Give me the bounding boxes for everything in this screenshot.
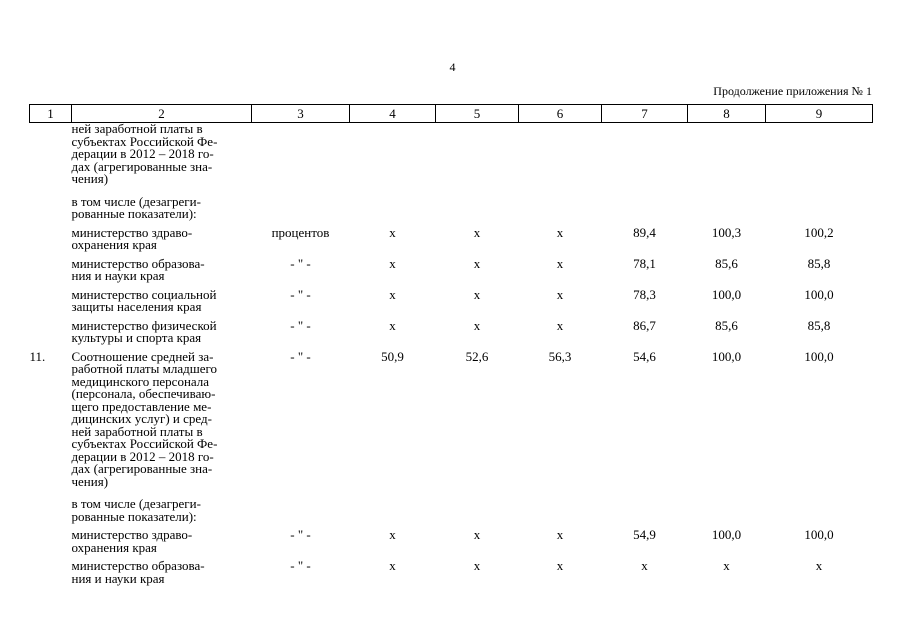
indicator-name: ней заработной платы в субъектах Российской Фе- дерации в 2012 – 2018 го- дах (агрегированные зна- чения) [71,121,218,186]
value-cell: 100,0 [711,527,742,542]
row-number [30,123,72,192]
indicator-name: министерство здраво- охранения края [71,224,193,252]
value-cell: х [389,255,396,271]
value-cell: 85,8 [807,255,831,271]
column-header: 1 [30,105,72,123]
unit-cell: - " - [290,317,311,333]
header-row [30,105,873,123]
value-cell [436,192,519,227]
column-header: 8 [688,105,766,123]
row-number [30,320,72,351]
row-number [30,227,72,258]
value-cell: 54,6 [633,348,656,364]
unit-cell: - " - [290,286,311,302]
value-cell: 89,4 [633,224,656,240]
value-cell: 78,3 [633,286,656,302]
value-cell [602,192,688,227]
table-row [30,258,873,289]
table-row [30,494,873,529]
value-cell [436,494,519,529]
unit-cell [252,123,350,192]
indicator-name: в том числе (дезагреги- рованные показатели): [71,496,201,524]
value-cell [766,192,873,227]
value-cell [688,123,766,192]
value-cell [519,123,602,192]
continuation-label: Продолжение приложения № 1 [713,84,872,98]
value-cell: 85,6 [715,255,738,271]
value-cell: х [473,255,481,271]
value-cell: 100,0 [804,348,834,364]
value-cell: 100,0 [804,286,834,302]
unit-cell [252,192,350,227]
value-cell [519,494,602,529]
value-cell: х [473,224,481,240]
row-number [30,258,72,289]
page-number: 4 [449,60,456,74]
value-cell: 100,0 [711,348,742,364]
table-row [30,192,873,227]
value-cell [436,123,519,192]
row-number [30,289,72,320]
value-cell: 100,2 [804,224,834,240]
value-cell: х [723,558,730,573]
value-cell [602,494,688,529]
table-row [30,560,873,591]
value-cell: 85,6 [715,317,738,333]
value-cell: 78,1 [633,255,656,271]
table-row [30,529,873,560]
value-cell: х [556,558,564,573]
value-cell [602,123,688,192]
value-cell: х [389,286,396,302]
value-cell: х [389,527,396,542]
table-row [30,123,873,192]
value-cell: 56,3 [548,348,572,364]
unit-cell: - " - [290,558,311,573]
value-cell: х [556,224,564,240]
indicator-name: Соотношение средней за- работной платы младшего медицинского персонала (персонала, обеспечиваю- щего предоставление ме- дицинских услуг) и сред- ней заработной платы в субъектах Российской Фе- дерации в 2012 – 2018 го- дах (агрегированные зна- чения) [71,348,218,489]
indicator-name: министерство физической культуры и спорта края [71,317,217,345]
value-cell: х [641,558,648,573]
column-header: 2 [72,105,252,123]
value-cell [350,494,436,529]
indicator-name: министерство образова- ния и науки края [71,255,205,283]
value-cell [766,123,873,192]
table-row [30,320,873,351]
indicators-table [29,104,873,591]
value-cell: х [556,527,564,542]
unit-cell: процентов [271,224,330,240]
table-row [30,289,873,320]
value-cell: 85,8 [807,317,831,333]
column-header: 6 [519,105,602,123]
value-cell: 52,6 [465,348,489,364]
value-cell: х [473,286,481,302]
value-cell: 86,7 [633,317,656,333]
value-cell: х [389,224,396,240]
row-number [30,560,72,591]
row-number [30,494,72,529]
row-number: 11. [29,348,46,364]
column-header: 4 [350,105,436,123]
value-cell: 100,3 [711,224,742,240]
value-cell: х [556,286,564,302]
table-row [30,351,873,495]
unit-cell [252,494,350,529]
column-header: 3 [252,105,350,123]
unit-cell: - " - [290,255,311,271]
row-number [30,529,72,560]
indicator-name: в том числе (дезагреги- рованные показатели): [71,193,201,221]
value-cell: 100,0 [804,527,834,542]
value-cell [688,192,766,227]
value-cell: х [815,558,823,573]
value-cell: 50,9 [381,348,404,364]
table-row [30,227,873,258]
indicator-name: министерство здраво- охранения края [71,527,193,555]
unit-cell: - " - [290,527,311,542]
indicator-name: министерство социальной защиты населения края [71,286,217,314]
value-cell: х [389,317,396,333]
value-cell [766,494,873,529]
value-cell: х [473,527,481,542]
column-header: 5 [436,105,519,123]
value-cell: 100,0 [711,286,742,302]
value-cell: х [556,255,564,271]
value-cell: х [473,558,481,573]
value-cell [688,494,766,529]
row-number [30,192,72,227]
value-cell: 54,9 [633,527,656,542]
indicator-name: министерство образова- ния и науки края [71,558,205,586]
value-cell [519,192,602,227]
value-cell: х [556,317,564,333]
unit-cell: - " - [290,348,311,364]
column-header: 9 [766,105,873,123]
value-cell: х [389,558,396,573]
value-cell: х [473,317,481,333]
column-header: 7 [602,105,688,123]
value-cell [350,123,436,192]
value-cell [350,192,436,227]
